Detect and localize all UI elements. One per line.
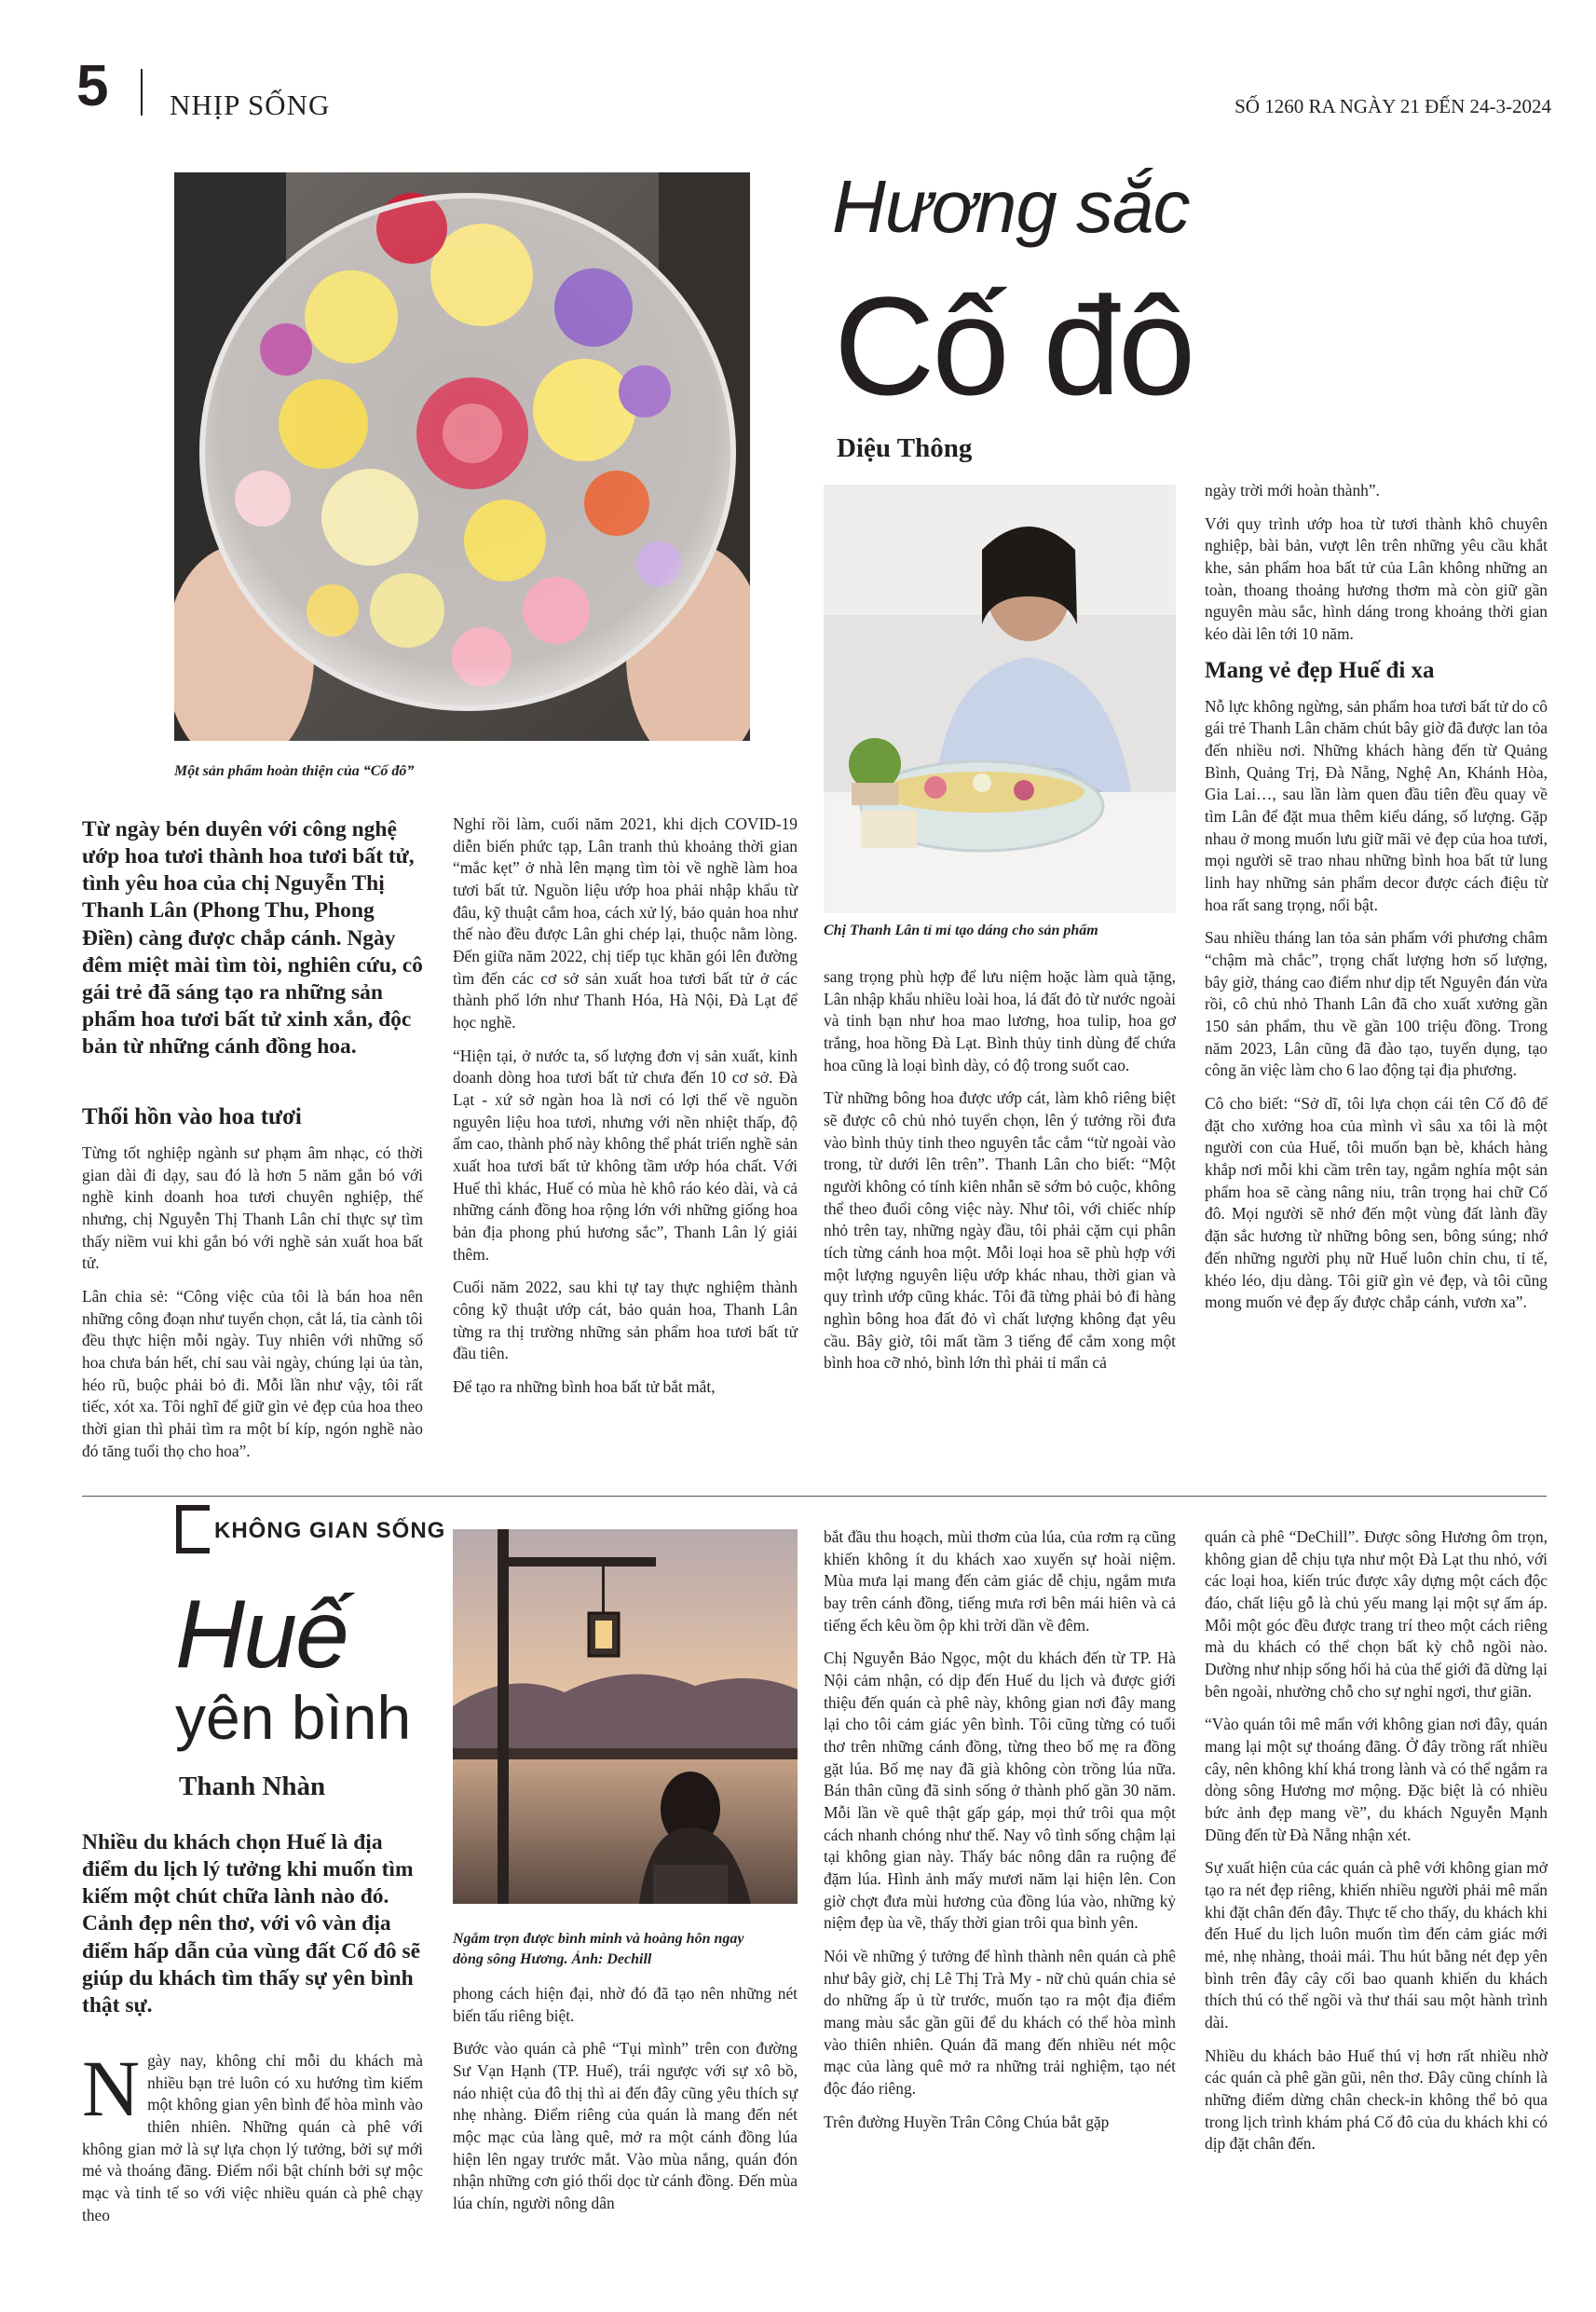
article1-title-line2: Cố đô [834,267,1194,424]
paragraph: Chị Nguyễn Bảo Ngọc, một du khách đến từ TP. Hà Nội cảm nhận, có dịp đến Huế du lịch và được giới thiệu đến quán cà phê này, không gian nơi đây mang lại cho tôi cảm giác yên bình. Tôi cũng từng có tuổi thơ trên những cánh đồng, từng theo bố mẹ ra đồng gặt lúa. Bố mẹ nay đã già không còn trồng lúa nữa. Bán thân cũng đã sinh sống ở thành phố gần 30 năm. Mỗi lần về quê thật gấp gáp, mọi thứ trôi qua một cách nhanh chóng như thế. Nay vô tình sống chậm lại tại không gian này. Thấy bác nông dân ra ruộng để đặm lúa. Hình ảnh mấy mươi năm lại hiện lên. Con giờ chợt đưa mùi hương của đồng lúa vào, những kỷ niệm đẹp ùa về, thấy thời gian trôi qua bình yên. [824,1648,1176,1933]
paragraph: Bước vào quán cà phê “Tụi mình” trên con đường Sư Vạn Hạnh (TP. Huế), trái ngược với sự xô bồ, náo nhiệt của đô thị thì ai đến đây cũng yêu thích sự nhẹ nhàng. Điểm riêng của quán là mang đến nét mộc mạc của làng quê, mở ra một cánh đồng lúa hiện lên ngay trước mắt. Vào mùa nắng, quán đón nhận những cơn gió thổi dọc từ cánh đồng. Đến mùa lúa chín, người nông dân [453,2039,798,2213]
paragraph: Nhiều du khách bảo Huế thú vị hơn rất nhiều nhờ các quán cà phê gần gũi, nên thơ. Đây cũng chính là những điểm dừng chân check-in không thể bỏ qua trong lịch trình khám phá Cố đô của du khách khi có dịp đặt chân đến. [1205,2045,1548,2154]
article2-column4 [1205,1526,1548,2167]
paragraph: Cuối năm 2022, sau khi tự tay thực nghiệm thành công kỹ thuật ướp cát, bảo quản hoa, Thanh Lân từng ra thị trường những sản phẩm hoa tươi bất tử đầu tiên. [453,1278,798,1363]
photo1-caption: Một sản phẩm hoàn thiện của “Cố đô” [174,763,415,779]
river-photo-caption: Ngắm trọn được bình minh và hoàng hôn ngay dòng sông Hương. Ảnh: Dechill [453,1931,744,1967]
paragraph: gày nay, không chỉ mỗi du khách mà nhiều bạn trẻ luôn có xu hướng tìm kiếm một không gian yên bình để hòa mình vào thiên nhiên. Những quán cà phê với không gian mở là sự lựa chọn lý tưởng, bởi sự mới mẻ và thoáng đãng. Điểm nổi bật chính bởi sự mộc mạc và tinh tế so với việc nhiều quán cà phê chạy theo [82,2051,423,2224]
paragraph: Lân chia sẻ: “Công việc của tôi là bán hoa nên những công đoạn như tuyển chọn, cắt lá, tỉa cành tôi đều thực hiện mỗi ngày. Tuy nhiên với những số hoa chưa bán hết, chỉ sau vài ngày, chúng lại ủa tàn, héo rũ, buộc phải bỏ đi. Mỗi lần như vậy, tôi rất tiếc, xót xa. Tôi nghĩ để giữ gìn vẻ đẹp của hoa theo thời gian thì phải tìm ra một bí kíp, ngón nghề nào đó tăng tuổi thọ cho hoa”. [82,1287,423,1460]
paragraph: sang trọng phù hợp để lưu niệm hoặc làm quà tặng, Lân nhập khẩu nhiều loài hoa, lá đất đỏ từ nước ngoài và tinh bạn như hoa mao lương, hoa tulip, hoa gơ trắng, hoa hồng Đà Lạt. Bình thủy tinh dùng để chứa hoa cũng là loại bình dày, có độ trong suốt cao. [824,967,1176,1074]
paragraph: Từng tốt nghiệp ngành sư phạm âm nhạc, có thời gian dài đi dạy, sau đó là hơn 5 năm gắn bó với nghề kinh doanh hoa tươi chuyên nghiệp, thế nhưng, chị Nguyễn Thị Thanh Lân chỉ thực sự tìm thấy niềm vui khi gắn bó với nghề sản xuất hoa bất tử. [82,1143,423,1273]
article1-lead: Từ ngày bén duyên với công nghệ ướp hoa tươi thành hoa tươi bất tử, tình yêu hoa của chị Nguyễn Thị Thanh Lân (Phong Thu, Phong Điền) càng được chắp cánh. Ngày đêm miệt mài tìm tòi, nghiên cứu, cô gái trẻ đã sáng tạo ra những sản phẩm hoa tươi bất tử xinh xắn, độc bản từ những cánh đồng hoa. [82,817,423,1059]
paragraph: Nói về những ý tưởng để hình thành nên quán cà phê như bây giờ, chị Lê Thị Trà My - nữ chủ quán chia sẻ do những ấp ủ từ trước, muốn tạo ra một địa điểm mang màu sắc gần gũi để du khách có thể hòa mình vào thiên nhiên. Quán đã mang đến nhiều nét mộc mạc của làng quê mở ra những trải nghiệm, tạo nét độc đáo riêng. [824,1947,1176,2099]
artisan-photo [824,485,1176,913]
article1-author: Diệu Thông [837,433,973,463]
paragraph: quán cà phê “DeChill”. Được sông Hương ôm trọn, không gian dễ chịu tựa như một Đà Lạt thu nhỏ, với các loại hoa, kiến trúc được xây dựng một cách độc đáo, chất liệu gỗ là chủ yếu mang lại một sự ấm áp. Mỗi một góc đều được trang trí theo một cách riêng mà du khách có thể chọn bất kỳ chỗ ngồi nào. Dường như nhịp sống hối hả của thế giới đã dừng lại bên ngoài, nhường chỗ cho sự nghỉ ngơi, thư giãn. [1205,1527,1548,1701]
section-bracket-icon [176,1505,210,1553]
article2-title-line1: Huế [175,1580,348,1689]
paragraph: Sự xuất hiện của các quán cà phê với không gian mở tạo ra nét đẹp riêng, khiến nhiều người phải mê mẩn khi đặt chân đến đây. Thực tế cho thấy, du khách khi đến Huế du lịch luôn muốn tìm đến cảm giác mới mẻ, nhẹ nhàng, thoải mái. Thu hút bằng nét đẹp yên bình trên đây cây cối bao quanh khiến du khách thích thú có thể ngồi và thư thái sau một hành trình dài. [1205,1858,1548,2032]
paragraph: phong cách hiện đại, nhờ đó đã tạo nên những nét biến tấu riêng biệt. [453,1984,798,2025]
article1-column1 [82,1103,423,1473]
paragraph: Để tạo ra những bình hoa bất tử bắt mắt, [453,1377,716,1397]
paragraph: Nỗ lực không ngừng, sản phẩm hoa tươi bất tử do cô gái trẻ Thanh Lân chăm chút bây giờ đã được lan tỏa đến nhiều nơi. Những khách hàng đến từ Quảng Bình, Quảng Trị, Đà Nẵng, Nghệ An, Khánh Hòa, Gia Lai…, sau lần làm quen đầu tiên đều quay về tìm Lân để đặt mua thêm kiểu dáng, số lượng. Gặp nhau ở mong muốn lưu giữ mãi vẻ đẹp của hoa tươi, mọi người sẽ trao nhau những bình hoa bất tử lung linh hay những sản phẩm decor được cách điệu từ hoa rất sang trọng, nổi bật. [1205,696,1548,914]
article2-lead: Nhiều du khách chọn Huế là địa điểm du lịch lý tưởng khi muốn tìm kiếm một chút chữa lành nào đó. Cảnh đẹp nên thơ, với vô vàn địa điểm hấp dẫn của vùng đất Cố đô sẽ giúp du khách tìm thấy sự yên bình thật sự. [82,1830,421,2018]
article2-column1 [82,2044,423,2237]
photo2-caption: Chị Thanh Lân tỉ mỉ tạo dáng cho sản phẩm [824,923,1098,938]
article1-subhead1: Thổi hồn vào hoa tươi [82,1104,302,1129]
paragraph: Từ những bông hoa được ướp cát, làm khô riêng biệt sẽ được cô chủ nhỏ tuyển chọn, lên ý tưởng rồi đưa vào bình thủy tinh theo nguyên tắc cắm “từ ngoài vào trong, từ dưới lên trên”. Thanh Lân cho biết: “Một người không có tính kiên nhẫn sẽ sớm bỏ cuộc, không thể theo đuổi công việc này. Như tôi, với chiếc nhíp nhỏ trên tay, những ngày đầu, tôi phải cặm cụi phân tích từng cánh hoa một. Mỗi loại hoa sẽ phù hợp với một lượng nguyên liệu ướp khác nhau, thời gian và quy trình ướp cũng khác. Tôi đã từng phải bỏ đi hàng nghìn bông hoa đất đỏ vì chất lượng không đạt yêu cầu. Bây giờ, tôi mất tầm 3 tiếng để cắm xong một bình hoa cỡ nhỏ, bình lớn thì phải tỉ mẩn cả [824,1088,1176,1373]
article1-column2 [453,814,798,1410]
article1-subhead2: Mang vẻ đẹp Huế đi xa [1205,657,1435,683]
article2-title-line2: yên bình [175,1683,412,1752]
page-number: 5 [76,54,109,118]
paragraph: Trên đường Huyền Trân Công Chúa bắt gặp [824,2112,1110,2131]
article2-column3 [824,1526,1176,2144]
paragraph: bắt đầu thu hoạch, mùi thơm của lúa, của rơm rạ cũng khiến không ít du khách xao xuyến sự hoài niệm. Mùa mưa lại mang đến cảm giác dễ chịu, ngắm mưa bay trên cánh đồng, tiếng mưa rơi bên mái hiên và cả tiếng ếch kêu ồm ộp khi trời dần về đêm. [824,1527,1176,1635]
article2-section-label: KHÔNG GIAN SỐNG [214,1518,446,1543]
paragraph: Nghỉ rồi làm, cuối năm 2021, khi dịch COVID-19 diễn biến phức tạp, Lân tranh thủ khoảng thời gian “mắc kẹt” ở nhà lên mạng tìm tòi về nghề làm hoa tươi bất tử. Nguồn liệu ướp hoa phải nhập khẩu từ đâu, kỹ thuật cắm hoa, cách xử lý, bảo quản hoa như thế nào đều được Lân ghi chép lại, thuộc nằm lòng. Đến giữa năm 2022, chị tiếp tục khăn gói lên đường tìm đến các cơ sở sản xuất hoa tươi bất tử ở các thành phố lớn như Thanh Hóa, Hà Nội, Đà Lạt để học nghề. [453,814,798,1033]
article2-author: Thanh Nhàn [179,1772,326,1801]
paragraph: “Hiện tại, ở nước ta, số lượng đơn vị sản xuất, kinh doanh dòng hoa tươi bất tử chưa đến 10 cơ sở. Đà Lạt - xứ sở ngàn hoa là nơi có lợi thế về nguồn nguyên liệu hoa tươi, nhưng với nền nhiệt thấp, độ ẩm cao, thành phố này không thể phát triển nghề sản xuất hoa tươi bất tử không tầm ướp hóa chất. Với Huế thì khác, Huế có mùa hè khô ráo kéo dài, và cả những cánh đồng hoa rộng lớn với những giống hoa bản địa phong phú hương sắc”, Thanh Lân lý giải thêm. [453,1046,798,1264]
paragraph: Cô cho biết: “Sở dĩ, tôi lựa chọn cái tên Cố đô để đặt cho xưởng hoa của mình vì sâu xa tôi là một người con của Huế, tôi muốn bạn bè, khách hàng khắp nơi mỗi khi cầm trên tay, ngắm nghía một sản phẩm hoa sẽ càng nâng niu, trân trọng hai chữ Cố đô. Mọi người sẽ nhớ đến một vùng đất lành đầy đặn sắc hương từ những bông sen, bông súng; nhớ đến những người phụ nữ Huế luôn chỉn chu, tỉ tế, khéo léo, dịu dàng. Tôi giữ gìn vẻ đẹp, và tôi cũng mong muốn vẻ đẹp ấy được chắp cánh, vươn xa”. [1205,1094,1548,1312]
dropcap: N [82,2044,141,2133]
river-sunset-photo [453,1529,798,1904]
article1-column3 [824,966,1176,1386]
article2-column2 [453,1983,798,2226]
article1-column4 [1205,480,1548,1325]
flower-bowl-photo [174,172,750,741]
header-divider [141,69,143,116]
article1-title-line1: Hương sắc [832,165,1190,248]
paragraph: Sau nhiều tháng lan tỏa sản phẩm với phương châm “chậm mà chắc”, trọng chất lượng hơn số lượng, bây giờ, tháng cao điểm như dịp tết Nguyên đán vừa rồi, cô chủ nhỏ Thanh Lân đã cho xuất xưởng gần 150 sản phẩm, thu về gần 100 triệu đồng. Trong năm 2023, Lân cũng đã đào tạo, tuyển dụng, tạo công ăn việc làm cho 6 lao động tại địa phương. [1205,928,1548,1080]
paragraph: Với quy trình ướp hoa từ tươi thành khô chuyên nghiệp, bài bản, vượt lên trên những yêu cầu khắt khe, sản phẩm hoa bất tử của Lân không những an toàn, thoang thoảng hương thơm mà còn giữ gần nguyên màu sắc, hình dáng trong khoảng thời gian kéo dài lên tới 10 năm. [1205,513,1548,644]
paragraph: ngày trời mới hoàn thành”. [1205,481,1380,499]
section-name: NHỊP SỐNG [170,89,331,121]
paragraph: “Vào quán tôi mê mẩn với không gian nơi đây, quán mang lại một sự thoáng đãng. Ở đây trồng rất nhiều cây, nên không khí khá trong lành và có thể ngắm ra dòng sông Hương mơ mộng. Đặc biệt là có nhiều bức ảnh đẹp mang về”, du khách Nguyễn Mạnh Dũng đến từ Đà Nẵng nhận xét. [1205,1715,1548,1844]
section-divider [82,1496,1547,1497]
issue-info: SỐ 1260 RA NGÀY 21 ĐẾN 24-3-2024 [1235,95,1551,117]
